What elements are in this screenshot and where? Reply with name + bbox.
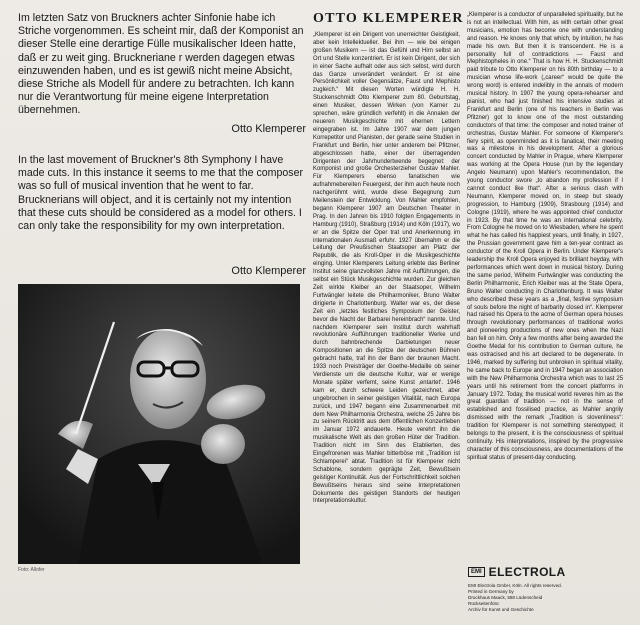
imprint-line: Druckhaus Maack, 588 Lüdenscheid [468, 595, 543, 600]
label-imprint [468, 583, 618, 613]
photo-credit: Foto: Allofer [18, 567, 45, 573]
imprint-line: Rückseitenfoto: [468, 601, 500, 606]
signature-english: Otto Klemperer [231, 265, 306, 277]
article-german-text: „Klemperer ist ein Dirigent von unerreichter Geistigkeit, aber kein Intellektueller. Bei ihm — wie bei einigen großen Musikern — ist das Gefühl und Hirn selbst an Ort und Stelle konzentriert. Er ist kein Dirigent, der sich in einer Sache aufhalt oder aus sich selbst, wird durch das Ganze unverändert verändert. Er ist eine Persönlichkeit voller Gegensätze, Faust und Mephisto zugleich.“ Mit diesen Worten würdigte H. H. Stuckenschmidt Otto Klemperer zum 80. Geburtstag, einen Musiker, dessen Wirken (von Karner zu sprechen, wäre gründlich verfehlt) in die Annalen der neueren Musikgeschichte mit ehernen Lettern eingegraben ist. Im Jahre 1907 war dem jungen Korrepetitor und Pianisten, der gerade seine Studien in Frankfurt und Berlin, hier unter anderem bei Pfitzner, abgeschlossen hatte, einer der überragenden Dirigenten der Jahrhundertwende begegnet: der Komponist und große Orchesterzieher Gustav Mahler. Für Klemperers ebenso fanatischen wie aufnahmebereiten Feuergeist, der ihm auch heute noch nachgerühmt wird, wurde diese Begegnung zum Meilenstein der Entwicklung. Von Mahler empfohlen, begann Klemperer 1907 am Deutschen Theater in Prag. In den Jahren bis 1910 folgten Engagements in Hamburg (1910), Straßburg (1914) und Köln (1917), wo er an die Spitze der Oper trat und Anerkennung im internationalen Ausmaß erfuhr. 1927 übernahm er die Leitung der Preußischen Staatsoper am Platz der Republik, die als Kroll-Oper in die Musikgeschichte einging. Unter Klemperers Leitung erlebte das Berliner Institut seine glanzvollsten Jahre mit Aufführungen, die selbst ein Stück Musikgeschichte wurden. Zur gleichen Zeit wirkte Kleiber an der Staatsoper, Wilhelm Furtwängler leitete die Philharmoniker, Bruno Walter dirigierte in Charlottenburg. Walter war es, der diese Zeit ein „letztes festliches Symposium der Geister, bevor die Nacht der Barbarei hereinbrach“ nannte. Und nachdem Klemperer sein Institut durch wahrhaft revolutionäre Aufführungen traditioneller Werke und durch bahnbrechende Darbietungen neuer Kompositionen an die Spitze der deutschen Bühnen gebracht hatte, traf ihn der Bann der braunen Macht. 1933 noch Preisträger der Goethe-Medaille ob seiner Verdienste um die deutsche Kultur, war er wenige Monate später verfemt, seine Kunst ‚entartet‘. 1946 kam er, durch schwere Leiden gezeichnet, aber ungebrochen in seiner geistigen Vitalität, nach Europa zurück, und 1947 begann eine Zusammenarbeit mit dem New Philharmonia Orchestra, welche 25 Jahre bis zu seinem Rücktritt aus dem öffentlichen Konzertleben im Januar 1972 andauerte. Heute verehrt ihn die musikalische Welt als den großen Hüter der Tradition. Tradition nicht im Sinn des Etablierten, des Eingefrorenen was Mahler bitterböse mit „Tradition ist Schlamperei“ abtat. Tradition ist für Klemperer nicht Schablone, sondern geprägte Zeit, Bewußtsein geistiger Kontinuität. Aus der Fortschrittlichkeit solchen Bewußtseins heraus sind seine Interpretationen Dokumente des geistigen Standorts der heutigen Interpretationskultur. [313, 32, 460, 505]
imprint-line: Printed in Germany by [468, 589, 514, 594]
signature-german: Otto Klemperer [231, 123, 306, 135]
emi-electrola-logo [468, 565, 566, 579]
imprint-line: Archiv für Kunst und Geschichte [468, 607, 534, 612]
article-english-text: „Klemperer is a conductor of unparalleled spirituality, but he is not an intellectual. With him, as with certain other great musicians, emotion has become one with understanding and reason. He knows only that which, by intuition, he has made his own. But then it is transcendent. He is a personality full of contradictions — Faust and Mephistopheles in one.“ That is how H. H. Stuckenschmidt paid tribute to Otto Klemperer on his 80th birthday — to a musician whose life-work („career“ would be quite the wrong word) is entered indelibly in the annals of modern musical history. In 1907 the young opera-rehearser and pianist, who had just finished his intensive studies at Frankfurt and Berlin (one of his teachers in Berlin was Pfitzner) got to know one of the most outstanding conductors of that time: the composer and noted trainer of orchestras, Gustav Mahler. For someone of Klemperer's fiery spirit, as openminded as it is fanatical, their meeting was a milestone in his development. After a glorious concert conducted by Mahler in Prague, where Klemperer was working at the Opera House (run by the legendary Angelo Neumann) upon Mahler's recommendation, the young conductor swore „to abandon my profession if I cannot conduct like that“. After a serious clash with Neumann, Klemperer moved on, in steep but steady progression, to Hamburg (1909), Strasbourg (1914) and Cologne (1919), where he was appointed chief conductor in 1923. By that time he was an international celebrity. From Cologne he moved on to Wiesbaden, where he spent what he has called his happiest years, until finally, in 1927, the Prussian government gave him a ten-year contract as conductor of the Kroll Opera in Berlin. Under Klemperer's leadership the Kroll Opera enjoyed its brilliant heyday, with performances which went down in musical history. During the same period, Wilhelm Furtwängler was conducting the Berlin Philharmonic, Erich Kleiber was at the State Opera, Bruno Walter conducting in Charlottenburg. It was Walter who described these years as a „final, festive symposium of souls before the night of barbarity closed in“. Klemperer had raised his Opera to the acme of German opera houses through revolutionary performances of traditional works and pioneering productions of new ones when the Nazi ban fell on him. Only a few months after being awarded the Goethe Medal for his contribution to German culture, he was ostracised and his art declared to be degenerate. In 1946, marked by suffering but unbroken in spiritual vitality, he came back to Europe and in 1947 began an association with the New Philharmonia Orchestra which was to last 25 years until his retirement from the concert platforms in January 1972. Today, the musical world reveres him as the great guardian of tradition — not in the sense of established and fossilised practice, as Mahler angrily dismissed with the remark „Tradition is slovenliness“: tradition for Klemperer is not something stereotyped; it belongs to the present, it is the consciousness of spiritual continuity. His interpretations, inspired by the progressive character of this consciousness, are documentations of the spiritual status of present-day conducting. [467, 12, 623, 461]
article-title: OTTO KLEMPERER [313, 11, 464, 26]
conductor-portrait-icon [18, 284, 300, 564]
quote-german: Im letzten Satz von Bruckners achter Sinfonie habe ich Striche vorgenommen. Es scheint mir, daß der Komponist an dieser Stelle eine derartige Fülle musikalischer Ideen hatte, daß er zu weit ging. Bruckneriane r werden dagegen etwas einzuwenden haben, und es ist gewiß nicht meine Absicht, diese Striche als Modell für andere zu betrachten. Ich kann nur die Verantwortung für meine eigene Interpretation übernehmen. [18, 12, 304, 117]
conductor-photo [18, 284, 300, 564]
quote-english: In the last movement of Bruckner's 8th Symphony I have made cuts. In this instance it seems to me that the composer was so full of musical invention that he went to far. Brucknerians will object, and it is certainly not my intention that these cuts should be considered as a model for others. I can only take the responsibility for my own interpretation. [18, 154, 303, 233]
electrola-logo-text: ELECTROLA [488, 565, 566, 579]
imprint-line: EMI Electrola GmbH, Köln. All rights reserved. [468, 583, 562, 588]
emi-logo-box: EMI [468, 567, 485, 577]
article-german-column [313, 32, 460, 506]
article-english-column [467, 12, 623, 463]
